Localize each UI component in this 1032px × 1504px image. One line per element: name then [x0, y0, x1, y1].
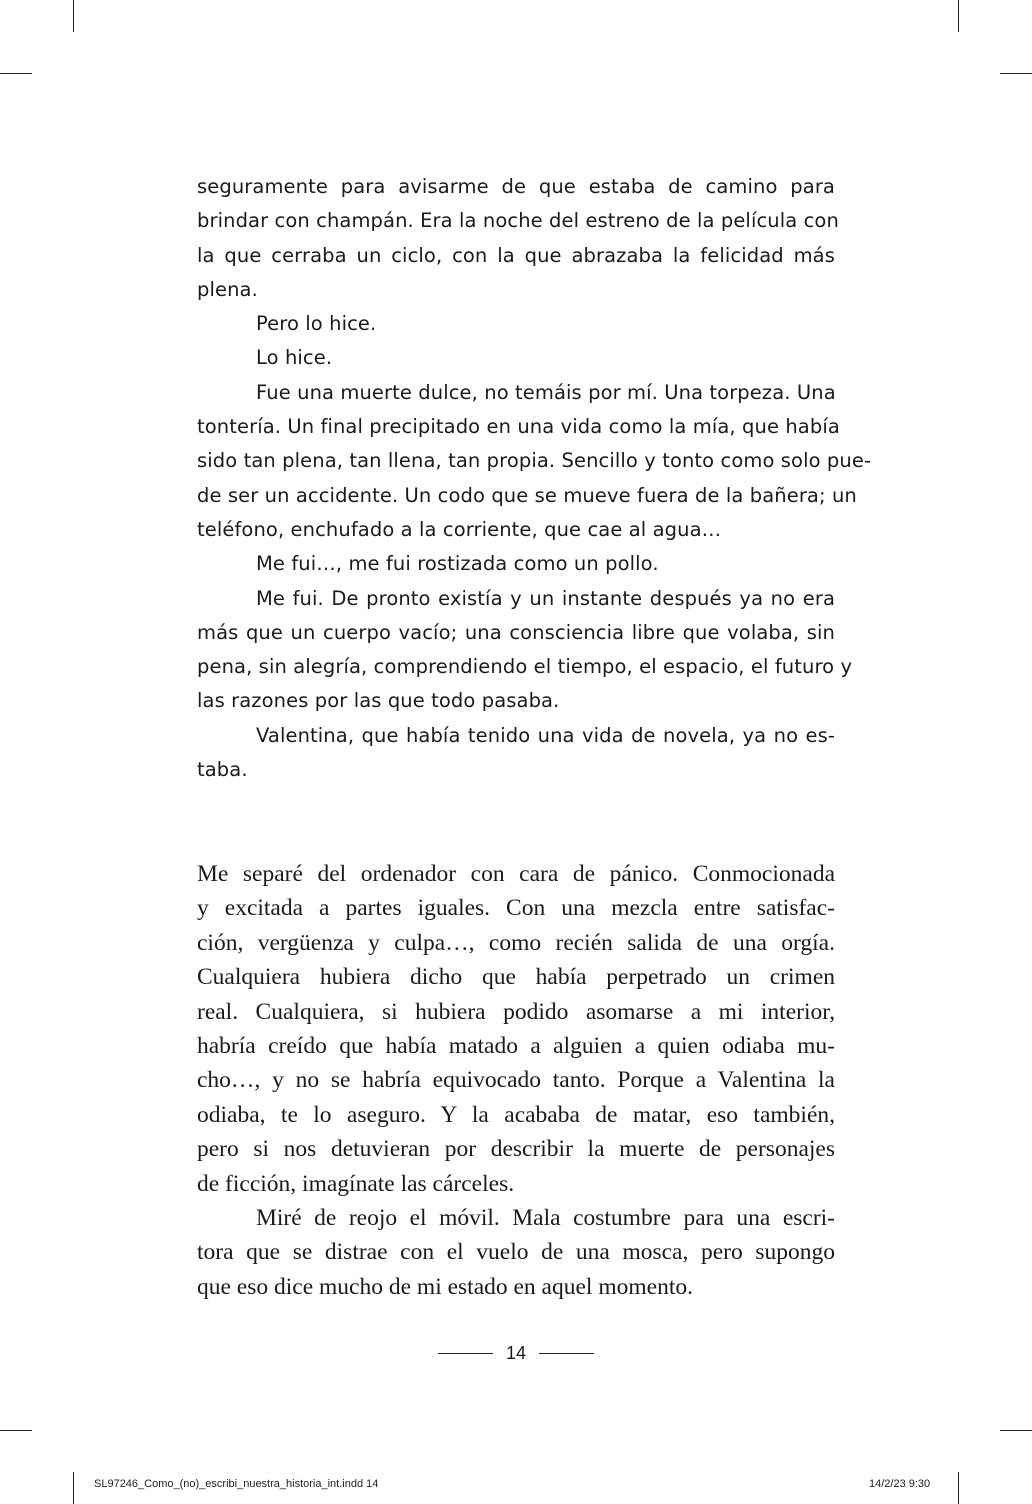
folio-rule-left	[438, 1353, 493, 1354]
text-line: tora que se distrae con el vuelo de una mosca, pero supongo	[197, 1239, 835, 1266]
folio-rule-right	[539, 1353, 594, 1354]
text-line: cho…, y no se habría equivocado tanto. Porque a Valentina la	[197, 1067, 835, 1094]
narrative-text	[197, 857, 835, 1304]
text-line: Cualquiera hubiera dicho que había perpetrado un crimen	[197, 964, 835, 991]
crop-mark	[73, 0, 74, 32]
text-line: teléfono, enchufado a la corriente, que cae al agua…	[197, 517, 722, 541]
page-number	[0, 1338, 1032, 1368]
page-number-value: 14	[505, 1342, 527, 1363]
text-line: pero si nos detuvieran por describir la muerte de personajes	[197, 1136, 835, 1163]
slug-filename: SL97246_Como_(no)_escribi_nuestra_historia_int.indd 14	[94, 1478, 379, 1490]
text-line: Fue una muerte dulce, no temáis por mí. Una torpeza. Una	[256, 380, 836, 404]
text-line: Me separé del ordenador con cara de pánico. Conmocionada	[197, 861, 835, 887]
text-line: Miré de reojo el móvil. Mala costumbre para una escri-	[256, 1204, 835, 1231]
text-line: y excitada a partes iguales. Con una mezcla entre satisfac-	[197, 895, 835, 922]
text-line: brindar con champán. Era la noche del estreno de la película con	[197, 209, 839, 233]
text-line: de ficción, imagínate las cárceles.	[197, 1170, 515, 1197]
text-line: Valentina, que había tenido una vida de novela, ya no es-	[256, 723, 835, 747]
crop-mark	[1000, 1430, 1032, 1431]
crop-mark	[958, 1472, 959, 1504]
crop-mark	[0, 1430, 32, 1431]
text-line: más que un cuerpo vacío; una consciencia libre que volaba, sin	[197, 620, 835, 644]
text-line: Me fui…, me fui rostizada como un pollo.	[256, 552, 659, 576]
slug-date: 14/2/23 9:30	[869, 1478, 931, 1490]
crop-mark	[73, 1472, 74, 1504]
text-line: la que cerraba un ciclo, con la que abrazaba la felicidad más	[197, 243, 835, 267]
text-line: tontería. Un final precipitado en una vida como la mía, que había	[197, 415, 840, 439]
crop-mark	[958, 0, 959, 32]
crop-mark	[0, 73, 32, 74]
text-line: pena, sin alegría, comprendiendo el tiempo, el espacio, el futuro y	[197, 655, 853, 679]
text-line: Pero lo hice.	[256, 312, 377, 336]
text-line: odiaba, te lo aseguro. Y la acababa de matar, eso también,	[197, 1101, 835, 1128]
text-line: Lo hice.	[256, 346, 333, 370]
text-line: sido tan plena, tan llena, tan propia. Sencillo y tonto como solo pue-	[197, 449, 872, 473]
text-line: plena.	[197, 277, 258, 301]
text-line: ción, vergüenza y culpa…, como recién salida de una orgía.	[197, 929, 835, 956]
text-line: real. Cualquiera, si hubiera podido asomarse a mi interior,	[197, 998, 835, 1025]
text-line: las razones por las que todo pasaba.	[197, 689, 560, 713]
text-line: habría creído que había matado a alguien a quien odiaba mu-	[197, 1032, 835, 1059]
text-line: de ser un accidente. Un codo que se mueve fuera de la bañera; un	[197, 483, 857, 507]
crop-mark	[1000, 73, 1032, 74]
text-line: taba.	[197, 758, 248, 782]
novel-excerpt-text	[197, 170, 872, 787]
text-line: seguramente para avisarme de que estaba de camino para	[197, 175, 835, 198]
text-line: Me fui. De pronto existía y un instante después ya no era	[256, 586, 835, 610]
text-line: que eso dice mucho de mi estado en aquel momento.	[197, 1273, 693, 1300]
